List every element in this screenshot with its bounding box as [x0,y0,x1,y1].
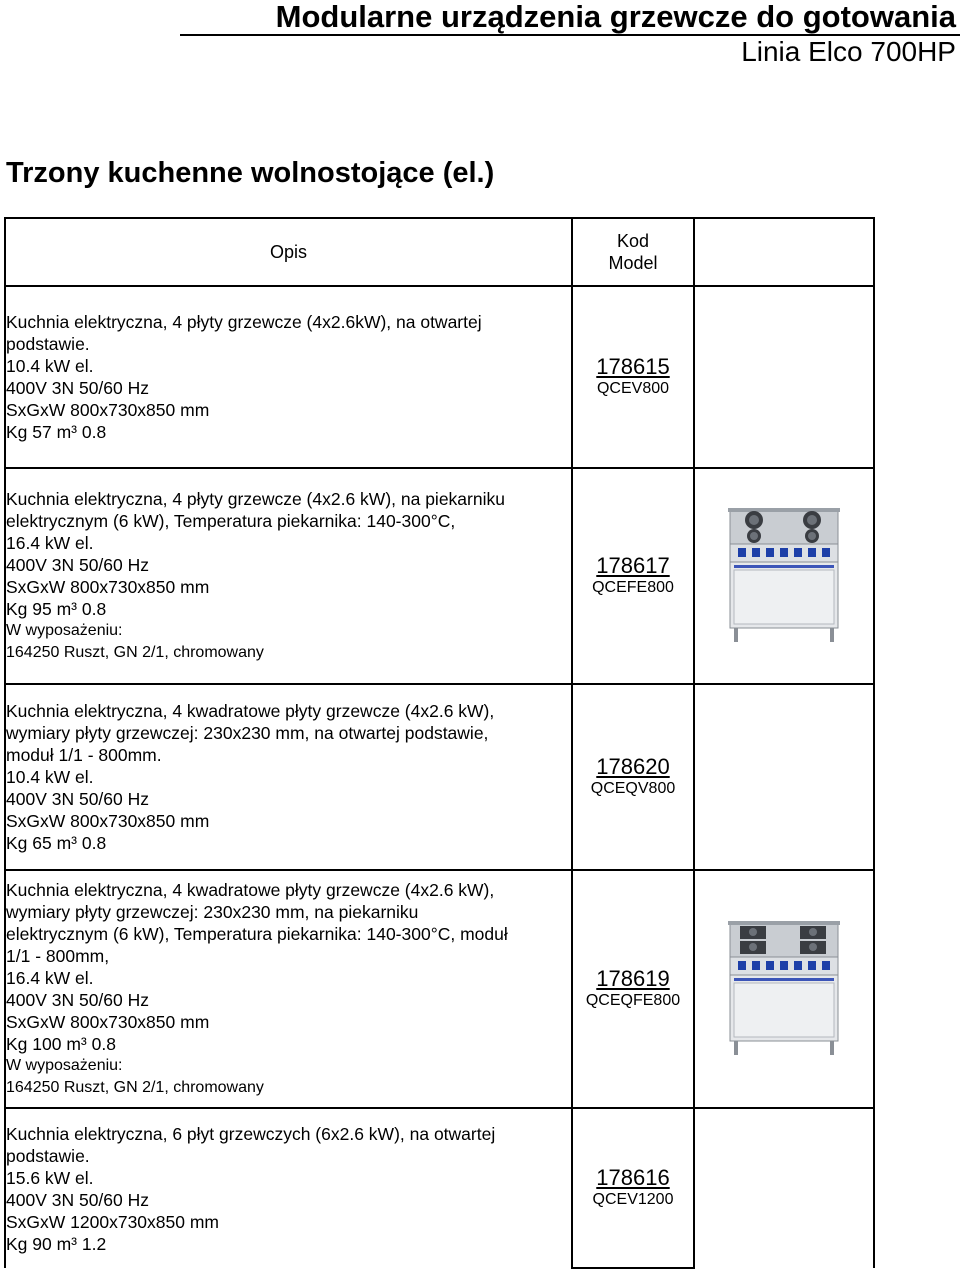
equipment-label: W wyposażeniu: [6,622,123,639]
section-title: Trzony kuchenne wolnostojące (el.) [6,157,495,189]
desc-line: elektrycznym (6 kW), Temperatura piekarnika: 140-300°C, [6,511,456,531]
equipment-item: 164250 Ruszt, GN 2/1, chromowany [6,1079,264,1096]
row-image-cell [694,468,874,684]
header-model: Model [608,253,658,273]
row-description [5,286,572,468]
product-code: 178617 [596,553,670,578]
equipment-label: W wyposażeniu: [6,1057,123,1074]
row-code-cell [572,286,694,468]
header-opis: Opis [5,218,572,286]
row-code-cell [572,1108,694,1268]
desc-line: Kg 65 m³ 0.8 [6,833,107,853]
page-subtitle: Linia Elco 700HP [741,36,956,67]
row-image-cell [694,870,874,1108]
desc-line: SxGxW 1200x730x850 mm [6,1211,220,1232]
row-description [5,1108,572,1268]
row-code-cell [572,468,694,684]
desc-line: 15.6 kW el. [6,1167,94,1188]
desc-line: SxGxW 800x730x850 mm [6,811,210,831]
desc-line: 16.4 kW el. [6,533,94,553]
product-model: QCEQFE800 [585,992,681,1009]
table-row [5,468,874,684]
desc-line: 1/1 - 800mm, [6,946,110,966]
equipment-item: 164250 Ruszt, GN 2/1, chromowany [6,644,264,661]
desc-line: Kuchnia elektryczna, 4 płyty grzewcze (4x2.6 kW), na piekarniku [6,489,505,509]
desc-line: Kuchnia elektryczna, 6 płyt grzewczych (6x2.6 kW), na otwartej [6,1123,496,1144]
desc-line: wymiary płyty grzewczej: 230x230 mm, na piekarniku [6,902,419,922]
row-code-cell [572,684,694,870]
table-row [5,684,874,870]
desc-line: 400V 3N 50/60 Hz [6,1189,150,1210]
row-image-cell [694,1108,874,1268]
product-code: 178615 [596,354,670,379]
product-code: 178616 [596,1165,670,1190]
product-model: QCEFE800 [592,579,674,596]
product-model: QCEV1200 [592,1191,674,1208]
desc-line: 400V 3N 50/60 Hz [6,990,150,1010]
row-description [5,468,572,684]
row-image-cell [694,286,874,468]
desc-line: Kuchnia elektryczna, 4 płyty grzewcze (4x2.6kW), na otwartej [6,312,482,332]
row-description [5,870,572,1108]
table-row [5,1108,874,1268]
desc-line: podstawie. [6,334,90,354]
desc-line: wymiary płyty grzewczej: 230x230 mm, na otwartej podstawie, [6,723,489,743]
desc-line: 10.4 kW el. [6,356,94,376]
desc-line: moduł 1/1 - 800mm. [6,745,162,765]
header-kod-model [572,218,694,286]
row-image-cell [694,684,874,870]
electric-range-square-plates-image [724,919,844,1059]
row-description [5,684,572,870]
desc-line: 400V 3N 50/60 Hz [6,555,150,575]
desc-line: SxGxW 800x730x850 mm [6,577,210,597]
desc-line: Kg 95 m³ 0.8 [6,599,107,619]
product-table [4,217,875,1269]
product-model: QCEV800 [596,380,670,397]
table-row [5,286,874,468]
desc-line: Kuchnia elektryczna, 4 kwadratowe płyty grzewcze (4x2.6 kW), [6,880,495,900]
table-row [5,870,874,1108]
product-code: 178620 [596,754,670,779]
desc-line: elektrycznym (6 kW), Temperatura piekarnika: 140-300°C, moduł [6,924,508,944]
desc-line: 16.4 kW el. [6,968,94,988]
header-image [694,218,874,286]
row-code-cell [572,870,694,1108]
desc-line: 400V 3N 50/60 Hz [6,789,150,809]
desc-line: Kg 100 m³ 0.8 [6,1034,116,1054]
electric-range-oven-image [724,506,844,646]
desc-line: Kuchnia elektryczna, 4 kwadratowe płyty grzewcze (4x2.6 kW), [6,701,495,721]
table-header-row [5,218,874,286]
desc-line: SxGxW 800x730x850 mm [6,1012,210,1032]
desc-line: 10.4 kW el. [6,767,94,787]
product-model: QCEQV800 [590,780,676,797]
desc-line: SxGxW 800x730x850 mm [6,400,210,420]
desc-line: podstawie. [6,1145,90,1166]
header-kod: Kod [616,231,650,251]
page-title: Modularne urządzenia grzewcze do gotowania [275,0,956,34]
product-code: 178619 [596,966,670,991]
desc-line: Kg 57 m³ 0.8 [6,422,107,442]
desc-line: Kg 90 m³ 1.2 [6,1233,107,1254]
desc-line: 400V 3N 50/60 Hz [6,378,150,398]
